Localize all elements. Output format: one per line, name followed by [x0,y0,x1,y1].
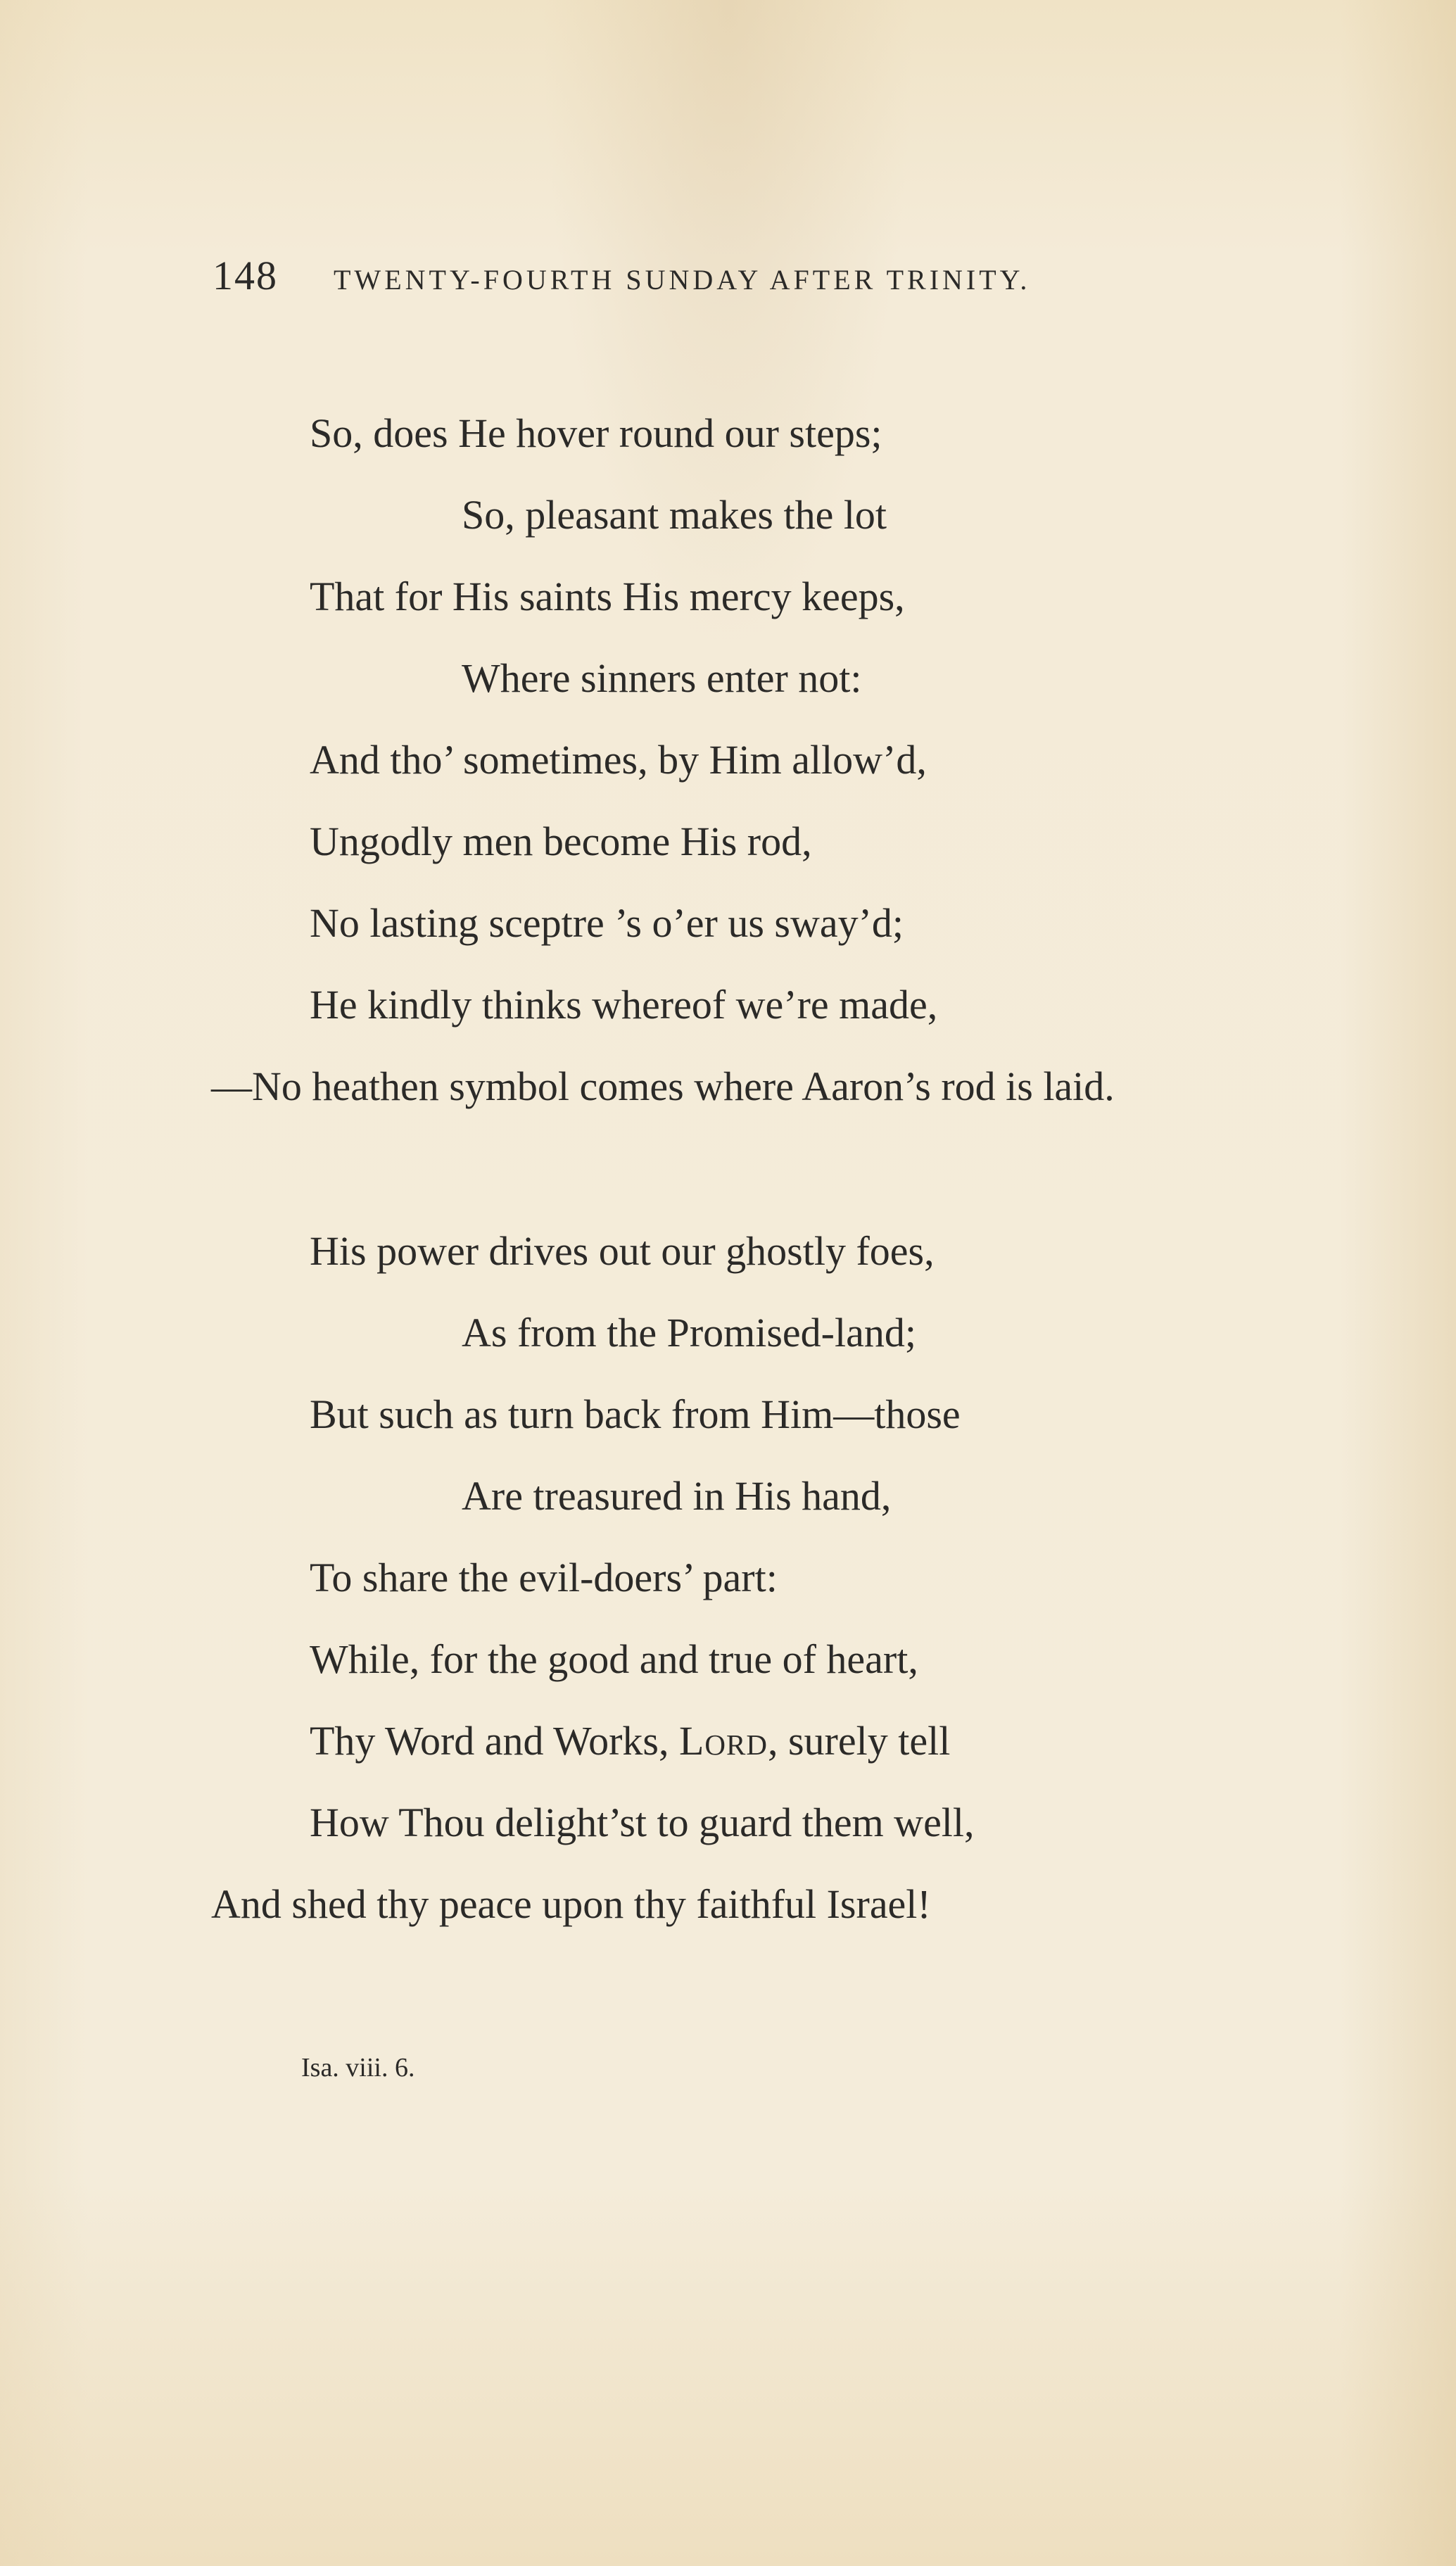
poem-line: He kindly thinks whereof we’re made, [310,982,938,1028]
poem-line: That for His saints His mercy keeps, [310,574,905,619]
poem-line: But such as turn back from Him—those [310,1391,961,1437]
poem-line: So, does He hover round our steps; [310,410,882,456]
poem-line: His power drives out our ghostly foes, [310,1228,935,1274]
footnote: Isa. viii. 6. [301,2053,415,2082]
page-number: 148 [213,253,278,298]
poem-line: And shed thy peace upon thy faithful Israel! [211,1881,931,1927]
poem-line: Are treasured in His hand, [462,1473,892,1519]
poem-line: And tho’ sometimes, by Him allow’d, [310,737,927,783]
poem-line: —No heathen symbol comes where Aaron’s rod is laid. [211,1063,1115,1109]
poem-line: As from the Promised-land; [462,1310,916,1355]
running-title: TWENTY-FOURTH SUNDAY AFTER TRINITY. [334,264,1031,296]
page-header [213,248,1212,304]
poem-line: So, pleasant makes the lot [462,492,887,538]
poem-line: Where sinners enter not: [462,655,862,701]
poem-line: How Thou delight’st to guard them well, [310,1800,975,1845]
poem-line: Ungodly men become His rod, [310,819,812,864]
lord-smallcaps: Lord [678,1718,768,1764]
poem-line: While, for the good and true of heart, [310,1636,918,1682]
poem-line-segment: Thy Word and Works, [310,1718,679,1764]
poem-line: No lasting sceptre ’s o’er us sway’d; [310,900,904,946]
poem-line: To share the evil-doers’ part: [310,1555,778,1600]
poem-line-segment: , surely tell [767,1718,951,1764]
poem-line [310,1713,950,1769]
